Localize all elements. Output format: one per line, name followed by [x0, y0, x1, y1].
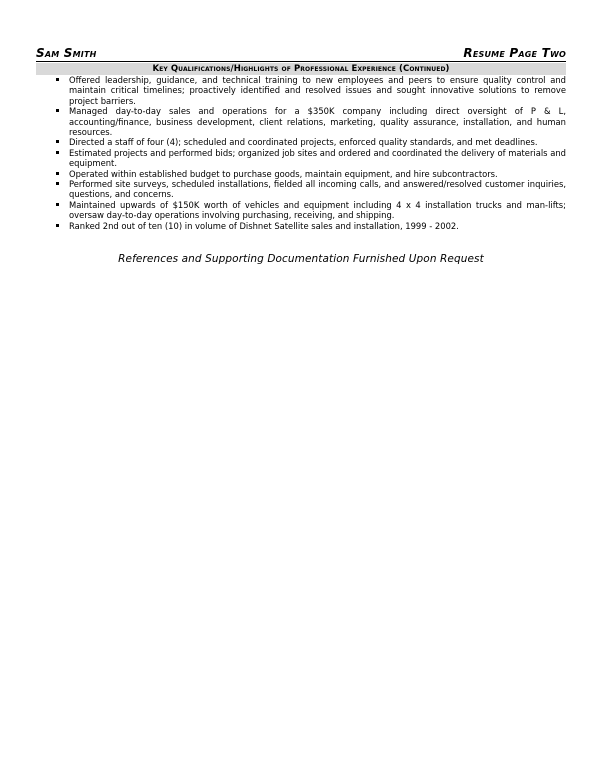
resume-page — [36, 46, 566, 265]
bullet-icon — [56, 203, 59, 206]
list-item — [36, 148, 566, 169]
bullet-icon — [56, 182, 59, 185]
bullet-icon — [56, 78, 59, 81]
references-note: References and Supporting Documentation Furnished Upon Request — [118, 253, 484, 266]
list-item-text: Maintained upwards of $150K worth of vehicles and equipment including 4 x 4 installation trucks and man-lifts; oversaw day-to-day operations involving purchasing, receiving, and shipping. — [69, 199, 566, 221]
list-item-text: Directed a staff of four (4); scheduled and coordinated projects, enforced quality standards, and met deadlines. — [69, 137, 538, 148]
list-item — [36, 169, 566, 179]
list-item — [36, 221, 566, 231]
list-item — [36, 137, 566, 147]
bullet-icon — [56, 151, 59, 154]
list-item — [36, 200, 566, 221]
qualifications-list — [36, 75, 566, 231]
list-item-text: Managed day-to-day sales and operations for a $350K company including direct oversight of P & L, accounting/finance, business development, client relations, marketing, quality assurance, installation, and human resources. — [69, 106, 566, 138]
list-item — [36, 179, 566, 200]
page-label: Resume Page Two — [463, 46, 566, 60]
list-item-text: Estimated projects and performed bids; organized job sites and ordered and coordinated the delivery of materials and equipment. — [69, 147, 566, 169]
list-item-text: Offered leadership, guidance, and technical training to new employees and peers to ensure quality control and maintain critical timelines; proactively identified and resolved issues and sought innovative solutions to remove project barriers. — [69, 75, 566, 106]
list-item-text: Performed site surveys, scheduled installations, fielded all incoming calls, and answered/resolved customer inquiries, questions, and concerns. — [69, 179, 566, 200]
resume-header — [36, 46, 566, 62]
list-item-text: Operated within established budget to purchase goods, maintain equipment, and hire subcontractors. — [69, 168, 498, 179]
section-title: Key Qualifications/Highlights of Professional Experience (Continued) — [36, 63, 566, 75]
list-item-text: Ranked 2nd out of ten (10) in volume of Dishnet Satellite sales and installation, 1999 - 2002. — [69, 220, 459, 231]
candidate-name: Sam Smith — [36, 46, 97, 60]
list-item — [36, 75, 566, 106]
list-item — [36, 106, 566, 137]
bullet-icon — [56, 224, 59, 227]
bullet-icon — [56, 109, 59, 112]
bullet-icon — [56, 140, 59, 143]
bullet-icon — [56, 172, 59, 175]
